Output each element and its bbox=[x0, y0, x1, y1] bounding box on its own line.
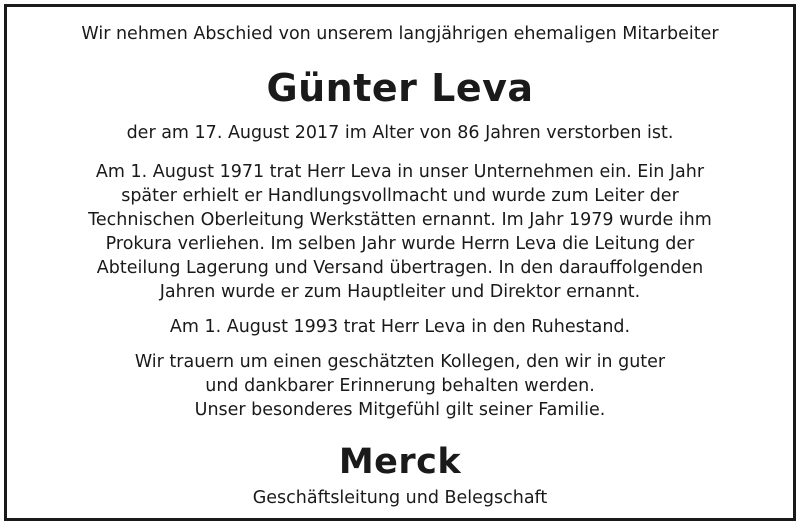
retirement-line: Am 1. August 1993 trat Herr Leva in den Ruhestand. bbox=[169, 317, 631, 337]
mourning-line: Unser besonderes Mitgefühl gilt seiner Familie. bbox=[194, 400, 606, 420]
signatories-line: Geschäftsleitung und Belegschaft bbox=[252, 488, 548, 508]
obituary-notice bbox=[4, 4, 796, 521]
intro-line: Wir nehmen Abschied von unserem langjährigen ehemaligen Mitarbeiter bbox=[81, 24, 719, 44]
career-line: Technischen Oberleitung Werkstätten ernannt. Im Jahr 1979 wurde ihm bbox=[88, 210, 712, 230]
death-line: der am 17. August 2017 im Alter von 86 Jahren verstorben ist. bbox=[126, 123, 674, 143]
company-name: Merck bbox=[338, 442, 462, 482]
career-line: Prokura verliehen. Im selben Jahr wurde Herrn Leva die Leitung der bbox=[105, 234, 695, 254]
career-line: Abteilung Lagerung und Versand übertragen. In den darauffolgenden bbox=[96, 258, 704, 278]
career-line: Am 1. August 1971 trat Herr Leva in unser Unternehmen ein. Ein Jahr bbox=[95, 162, 705, 182]
career-line: später erhielt er Handlungsvollmacht und wurde zum Leiter der bbox=[121, 186, 679, 206]
mourning-line: Wir trauern um einen geschätzten Kollegen, den wir in guter bbox=[134, 352, 666, 372]
deceased-name: Günter Leva bbox=[266, 66, 534, 110]
career-line: Jahren wurde er zum Hauptleiter und Direktor ernannt. bbox=[159, 282, 641, 302]
mourning-line: und dankbarer Erinnerung behalten werden. bbox=[205, 376, 595, 396]
